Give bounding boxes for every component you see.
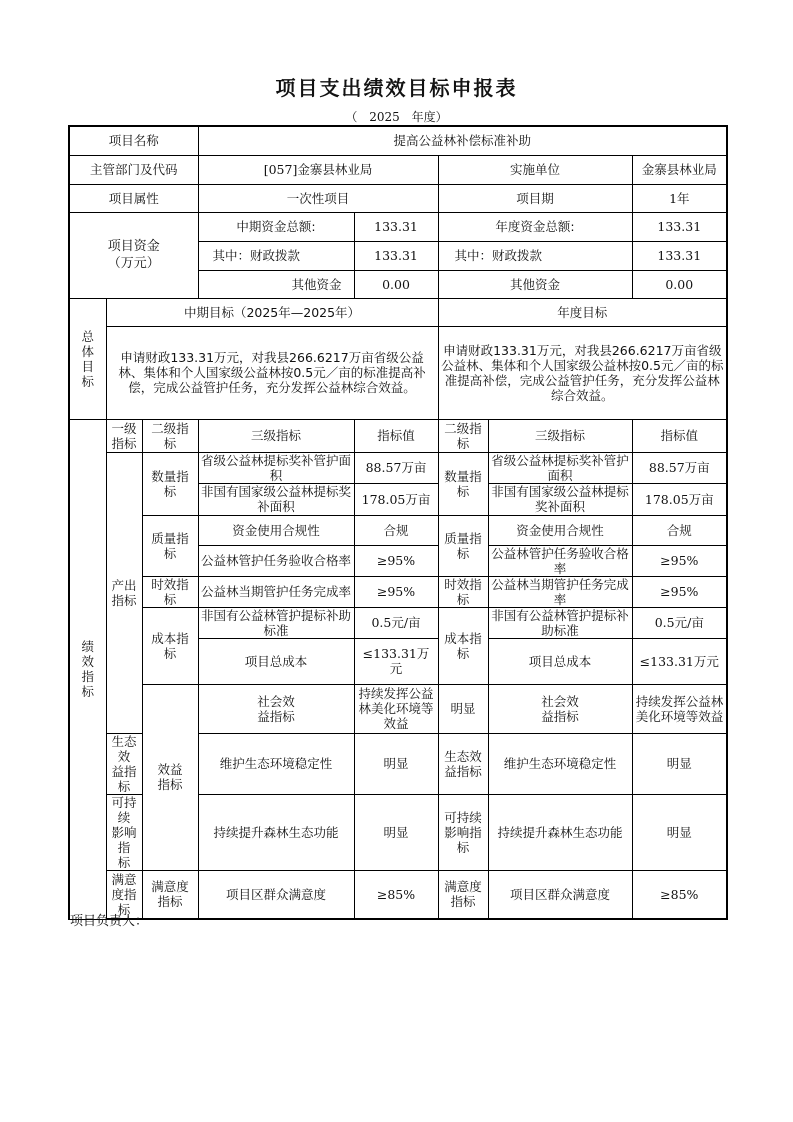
mid-e1-value: 明显 bbox=[354, 733, 438, 794]
year-ql1: 资金使用合规性 bbox=[488, 515, 632, 545]
attr-value: 一次性项目 bbox=[198, 184, 438, 212]
impl-unit-label: 实施单位 bbox=[438, 155, 632, 184]
project-name-value: 提高公益林补偿标准补助 bbox=[198, 126, 727, 155]
mid-q2-value: 178.05万亩 bbox=[354, 483, 438, 515]
mid-other-value: 0.00 bbox=[354, 270, 438, 298]
year-other-value: 0.00 bbox=[632, 270, 727, 298]
cost-label: 成本指 标 bbox=[142, 607, 198, 684]
year-q1: 省级公益林提标奖补管护面积 bbox=[488, 452, 632, 483]
social-label: 社会效 益指标 bbox=[198, 684, 354, 733]
mid-m1-value: ≥85% bbox=[354, 870, 438, 919]
year-satisfy-label: 满意度 指标 bbox=[438, 870, 488, 919]
year-fiscal-label: 其中：财政拨款 bbox=[438, 241, 632, 270]
year-c2: 项目总成本 bbox=[488, 638, 632, 684]
year-q1-value: 88.57万亩 bbox=[632, 452, 727, 483]
year-t1-value: ≥95% bbox=[632, 576, 727, 607]
year-ql2-value: ≥95% bbox=[632, 545, 727, 576]
mid-q1: 省级公益林提标奖补管护面积 bbox=[198, 452, 354, 483]
impl-unit-value: 金寨县林业局 bbox=[632, 155, 727, 184]
period-value: 1年 bbox=[632, 184, 727, 212]
mid-fiscal-value: 133.31 bbox=[354, 241, 438, 270]
year-social-label: 社会效 益指标 bbox=[488, 684, 632, 733]
year-u1-value: 明显 bbox=[632, 794, 727, 870]
performance-table bbox=[68, 125, 728, 920]
mid-t1: 公益林当期管护任务完成率 bbox=[198, 576, 354, 607]
mid-ql2-value: ≥95% bbox=[354, 545, 438, 576]
mid-c2: 项目总成本 bbox=[198, 638, 354, 684]
year-e1-value: 明显 bbox=[632, 733, 727, 794]
lvl1-header: 一级 指标 bbox=[106, 419, 142, 452]
value-header: 指标值 bbox=[354, 419, 438, 452]
mid-total-label: 中期资金总额: bbox=[198, 212, 354, 241]
sustain-label: 可持续 影响指 标 bbox=[106, 794, 142, 870]
mid-m1: 项目区群众满意度 bbox=[198, 870, 354, 919]
year-total-label: 年度资金总额: bbox=[438, 212, 632, 241]
year-c1: 非国有公益林管护提标补助标准 bbox=[488, 607, 632, 638]
mid-c1-value: 0.5元/亩 bbox=[354, 607, 438, 638]
timeliness-label: 时效指 标 bbox=[142, 576, 198, 607]
perf-indicators-label: 绩 效 指 标 bbox=[69, 419, 106, 919]
year-timeliness-label: 时效指 标 bbox=[438, 576, 488, 607]
mid-ql1: 资金使用合规性 bbox=[198, 515, 354, 545]
eco-label: 生态效 益指标 bbox=[106, 733, 142, 794]
year-eco-label: 生态效 益指标 bbox=[438, 733, 488, 794]
year-e1: 维护生态环境稳定性 bbox=[488, 733, 632, 794]
year-lvl3-header: 三级指标 bbox=[488, 419, 632, 452]
mid-goal-header: 中期目标（2025年—2025年） bbox=[106, 298, 438, 326]
mid-t1-value: ≥95% bbox=[354, 576, 438, 607]
lvl2-header: 二级指 标 bbox=[142, 419, 198, 452]
quality-label: 质量指 标 bbox=[142, 515, 198, 576]
page-title: 项目支出绩效目标申报表 bbox=[275, 76, 518, 100]
year-other-label: 其他资金 bbox=[438, 270, 632, 298]
year-c2-value: ≤133.31万元 bbox=[632, 638, 727, 684]
mid-q2: 非国有国家级公益林提标奖补面积 bbox=[198, 483, 354, 515]
output-indicators-label: 产出 指标 bbox=[106, 452, 142, 733]
year-ql1-value: 合规 bbox=[632, 515, 727, 545]
benefit-indicators-label: 效益 指标 bbox=[142, 684, 198, 870]
mid-other-label: 其他资金 bbox=[198, 270, 354, 298]
year-c1-value: 0.5元/亩 bbox=[632, 607, 727, 638]
year-goal-text: 申请财政133.31万元，对我县266.6217万亩省级公益林、集体和个人国家级公益林按0.5元／亩的标准提高补偿，完成公益管护任务，充分发挥公益林综合效益。 bbox=[438, 326, 727, 419]
year-value-header: 指标值 bbox=[632, 419, 727, 452]
year-u1: 持续提升森林生态功能 bbox=[488, 794, 632, 870]
year-lvl2-header: 二级指 标 bbox=[438, 419, 488, 452]
year-goal-header: 年度目标 bbox=[438, 298, 727, 326]
year-sustain-label: 可持续 影响指 标 bbox=[438, 794, 488, 870]
mid-u1: 持续提升森林生态功能 bbox=[198, 794, 354, 870]
mid-s1-value: 明显 bbox=[438, 684, 488, 733]
mid-ql2: 公益林管护任务验收合格率 bbox=[198, 545, 354, 576]
project-name-label: 项目名称 bbox=[69, 126, 198, 155]
year-open: （ bbox=[345, 110, 358, 124]
year-fiscal-value: 133.31 bbox=[632, 241, 727, 270]
year-total-value: 133.31 bbox=[632, 212, 727, 241]
year-label: 年度） bbox=[411, 110, 448, 124]
mid-c2-value: ≤133.31万元 bbox=[354, 638, 438, 684]
dept-label: 主管部门及代码 bbox=[69, 155, 198, 184]
year-ql2: 公益林管护任务验收合格率 bbox=[488, 545, 632, 576]
dept-value: [057]金寨县林业局 bbox=[198, 155, 438, 184]
project-leader-label: 项目负责人： bbox=[70, 914, 149, 929]
mid-total-value: 133.31 bbox=[354, 212, 438, 241]
lvl3-header: 三级指标 bbox=[198, 419, 354, 452]
mid-goal-text: 申请财政133.31万元，对我县266.6217万亩省级公益林、集体和个人国家级公益林按0.5元／亩的标准提高补偿，完成公益管护任务，充分发挥公益林综合效益。 bbox=[106, 326, 438, 419]
mid-q1-value: 88.57万亩 bbox=[354, 452, 438, 483]
mid-s1: 持续发挥公益林美化环境等效益 bbox=[354, 684, 438, 733]
year-t1: 公益林当期管护任务完成率 bbox=[488, 576, 632, 607]
funds-label: 项目资金 （万元） bbox=[69, 212, 198, 298]
year-quantity-label: 数量指 标 bbox=[438, 452, 488, 515]
year-value: 2025 bbox=[369, 110, 400, 124]
mid-c1: 非国有公益林管护提标补助标准 bbox=[198, 607, 354, 638]
year-m1: 项目区群众满意度 bbox=[488, 870, 632, 919]
quantity-label: 数量指 标 bbox=[142, 452, 198, 515]
mid-u1-value: 明显 bbox=[354, 794, 438, 870]
year-q2-value: 178.05万亩 bbox=[632, 483, 727, 515]
year-cost-label: 成本指 标 bbox=[438, 607, 488, 684]
overall-goal-label: 总 体 目 标 bbox=[69, 298, 106, 419]
year-quality-label: 质量指 标 bbox=[438, 515, 488, 576]
satisfy-label: 满意度 指标 bbox=[142, 870, 198, 919]
satisfaction-indicators-label: 满意 度指 标 bbox=[106, 870, 142, 919]
mid-e1: 维护生态环境稳定性 bbox=[198, 733, 354, 794]
year-m1-value: ≥85% bbox=[632, 870, 727, 919]
mid-fiscal-label: 其中：财政拨款 bbox=[198, 241, 354, 270]
year-s1: 持续发挥公益林美化环境等效益 bbox=[632, 684, 727, 733]
year-line bbox=[0, 108, 793, 125]
period-label: 项目期 bbox=[438, 184, 632, 212]
mid-ql1-value: 合规 bbox=[354, 515, 438, 545]
attr-label: 项目属性 bbox=[69, 184, 198, 212]
year-q2: 非国有国家级公益林提标奖补面积 bbox=[488, 483, 632, 515]
